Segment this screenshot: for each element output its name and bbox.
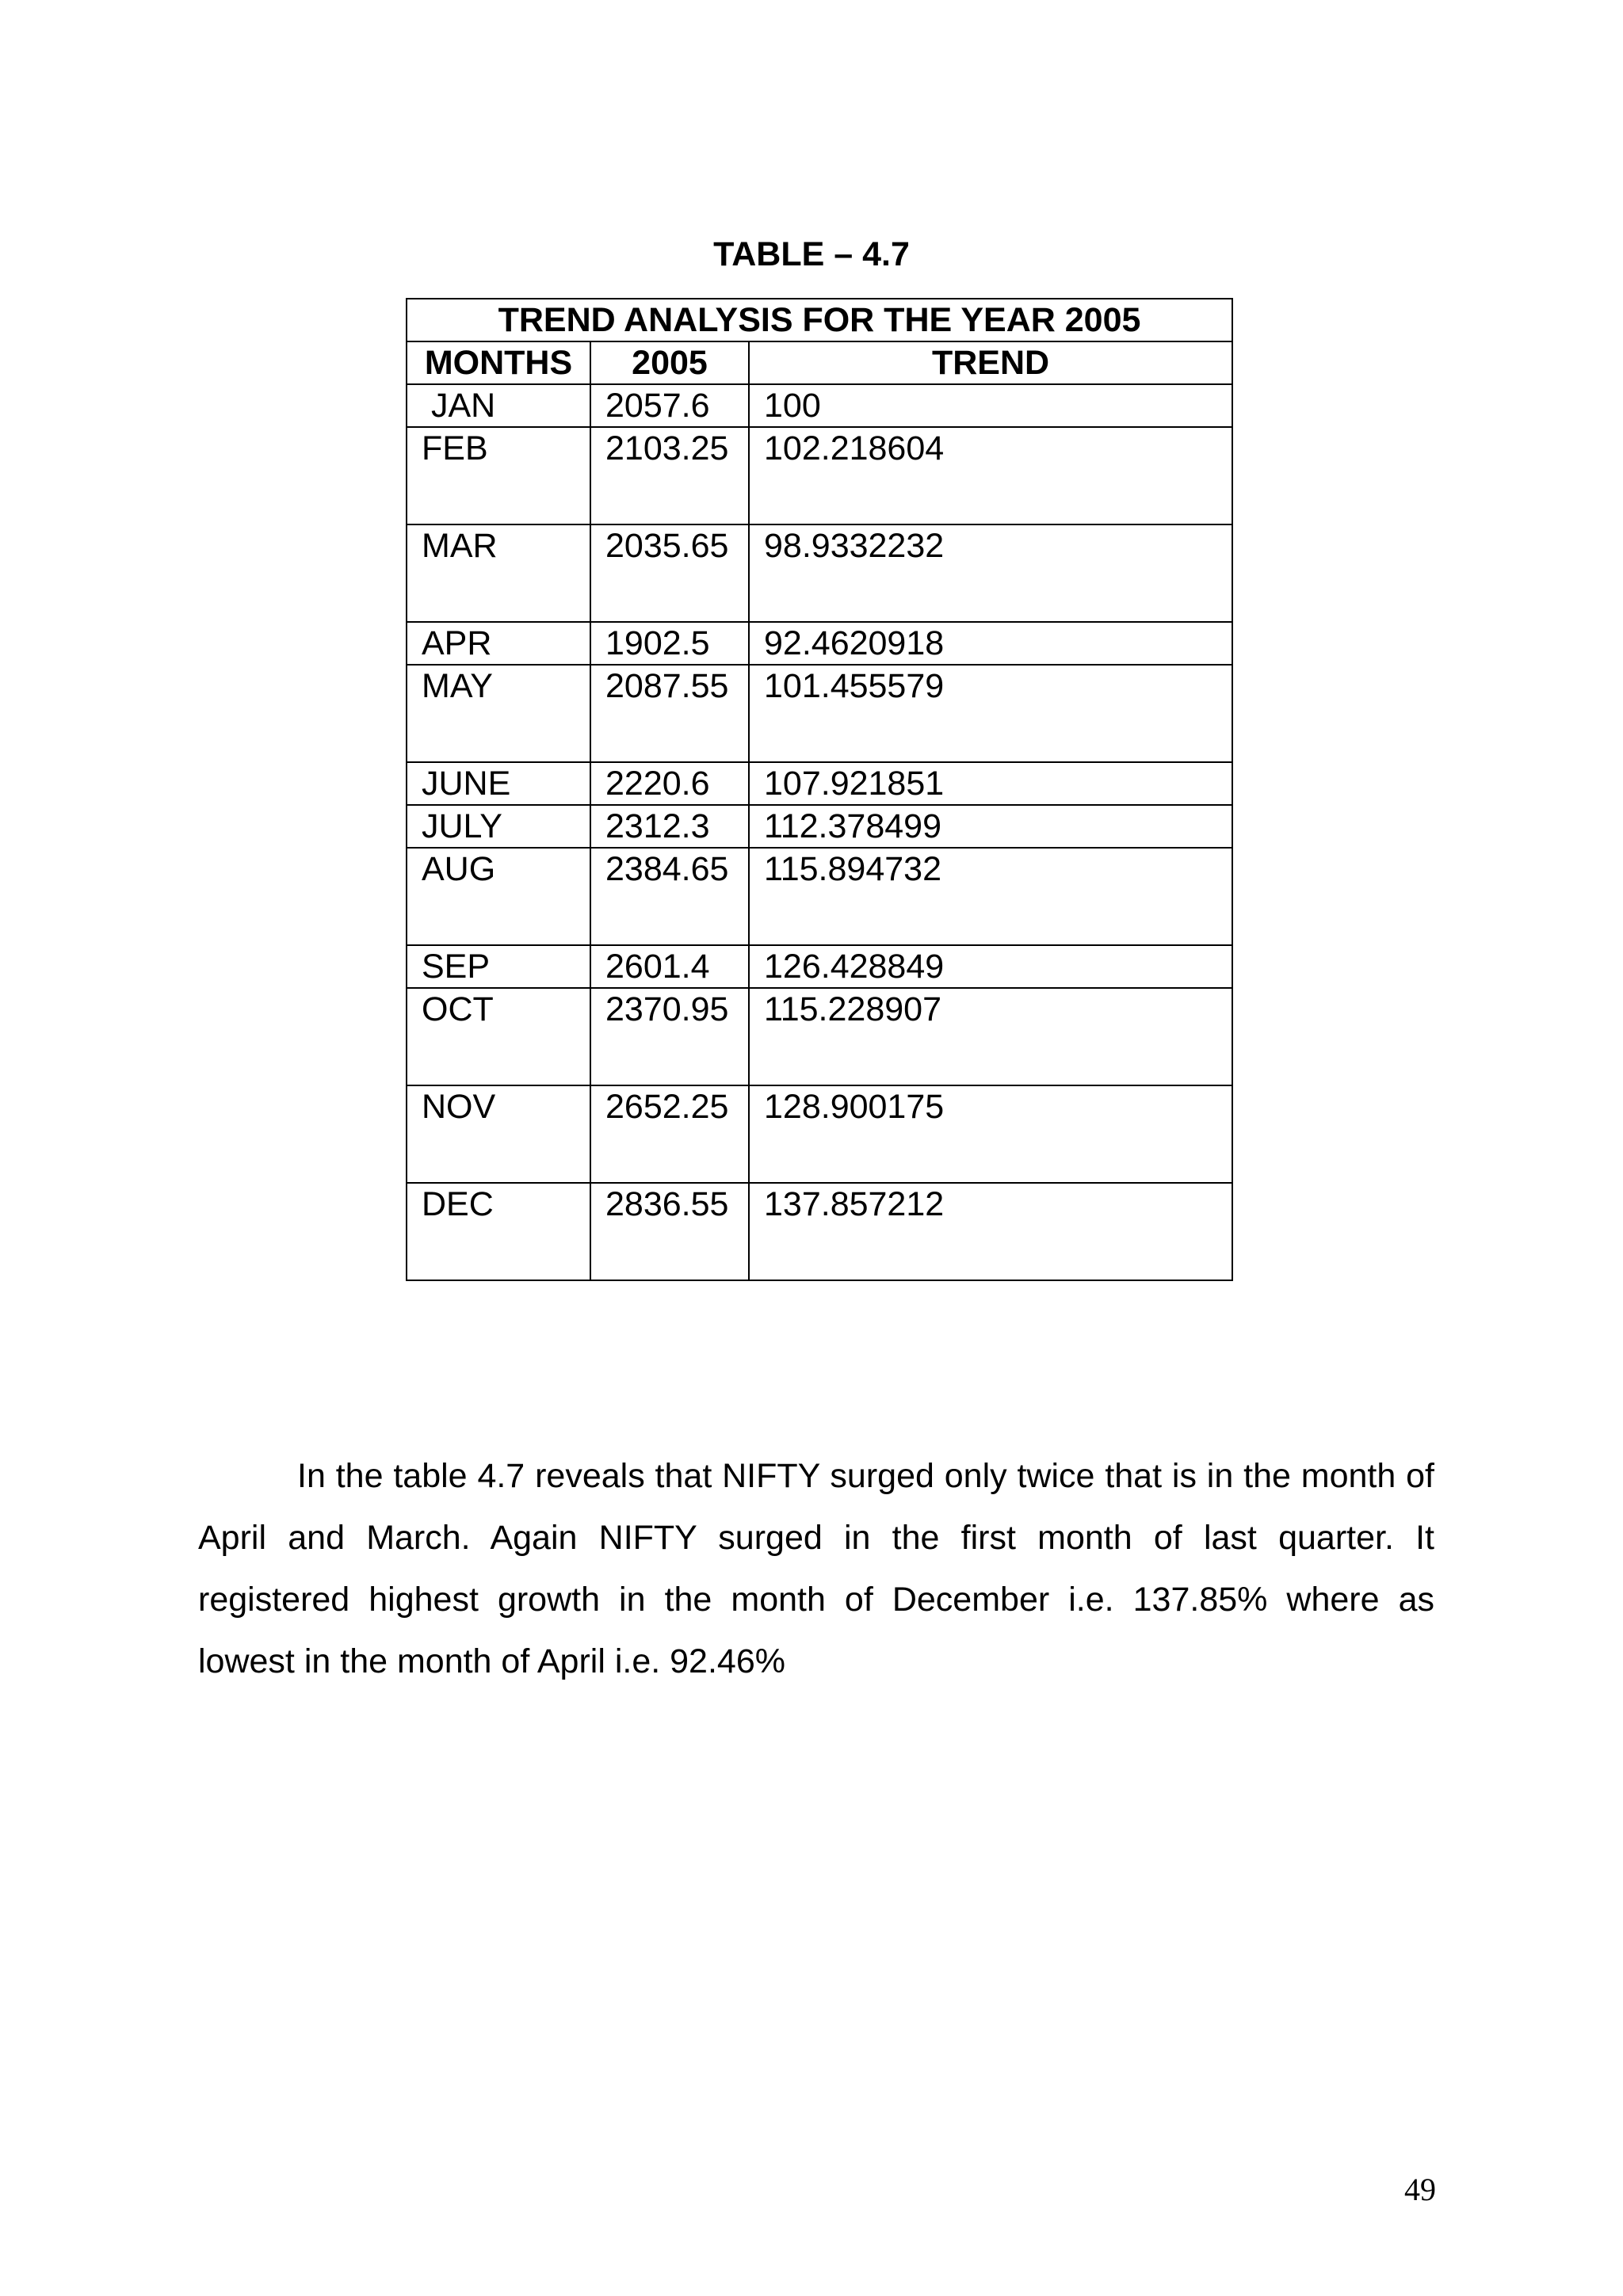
table-row (407, 384, 1232, 427)
column-header-months: MONTHS (407, 341, 590, 384)
trend-table (406, 298, 1233, 1281)
table-row (407, 945, 1232, 988)
table-title-row (407, 299, 1232, 341)
trend-cell: 100 (749, 384, 1232, 427)
value-cell: 2103.25 (590, 427, 749, 524)
trend-cell: 92.4620918 (749, 622, 1232, 665)
month-cell: MAR (407, 524, 590, 622)
trend-cell: 128.900175 (749, 1085, 1232, 1183)
value-cell: 2601.4 (590, 945, 749, 988)
trend-cell: 115.228907 (749, 988, 1232, 1085)
month-cell: FEB (407, 427, 590, 524)
month-cell: SEP (407, 945, 590, 988)
table-row (407, 1085, 1232, 1183)
month-cell: OCT (407, 988, 590, 1085)
value-cell: 2312.3 (590, 805, 749, 848)
table-row (407, 427, 1232, 524)
table-row (407, 524, 1232, 622)
page-number: 49 (1404, 2172, 1436, 2207)
trend-cell: 98.9332232 (749, 524, 1232, 622)
month-cell: JULY (407, 805, 590, 848)
table-caption: TABLE – 4.7 (713, 235, 910, 273)
analysis-paragraph (198, 1445, 1434, 1692)
trend-cell: 115.894732 (749, 848, 1232, 945)
column-header-2005: 2005 (590, 341, 749, 384)
month-cell: AUG (407, 848, 590, 945)
table-row (407, 665, 1232, 762)
month-cell: JUNE (407, 762, 590, 805)
table-row (407, 622, 1232, 665)
table-row (407, 1183, 1232, 1280)
month-cell: DEC (407, 1183, 590, 1280)
value-cell: 2035.65 (590, 524, 749, 622)
value-cell: 1902.5 (590, 622, 749, 665)
table-row (407, 848, 1232, 945)
value-cell: 2370.95 (590, 988, 749, 1085)
table-row (407, 988, 1232, 1085)
value-cell: 2836.55 (590, 1183, 749, 1280)
value-cell: 2087.55 (590, 665, 749, 762)
analysis-text: In the table 4.7 reveals that NIFTY surged only twice that is in the month of April and March. Again NIFTY surged in the first month of last quarter. It registered highest growth in the month of December i.e. 137.85% where as lowest in the month of April i.e. 92.46% (198, 1457, 1434, 1680)
value-cell: 2057.6 (590, 384, 749, 427)
column-header-trend: TREND (749, 341, 1232, 384)
trend-cell: 126.428849 (749, 945, 1232, 988)
month-cell: NOV (407, 1085, 590, 1183)
month-cell: MAY (407, 665, 590, 762)
value-cell: 2220.6 (590, 762, 749, 805)
table-title: TREND ANALYSIS FOR THE YEAR 2005 (407, 299, 1232, 341)
trend-cell: 102.218604 (749, 427, 1232, 524)
trend-cell: 101.455579 (749, 665, 1232, 762)
value-cell: 2384.65 (590, 848, 749, 945)
table-row (407, 762, 1232, 805)
trend-cell: 107.921851 (749, 762, 1232, 805)
trend-cell: 112.378499 (749, 805, 1232, 848)
table-header-row (407, 341, 1232, 384)
month-cell: APR (407, 622, 590, 665)
trend-cell: 137.857212 (749, 1183, 1232, 1280)
month-cell: JAN (407, 384, 590, 427)
value-cell: 2652.25 (590, 1085, 749, 1183)
table-row (407, 805, 1232, 848)
